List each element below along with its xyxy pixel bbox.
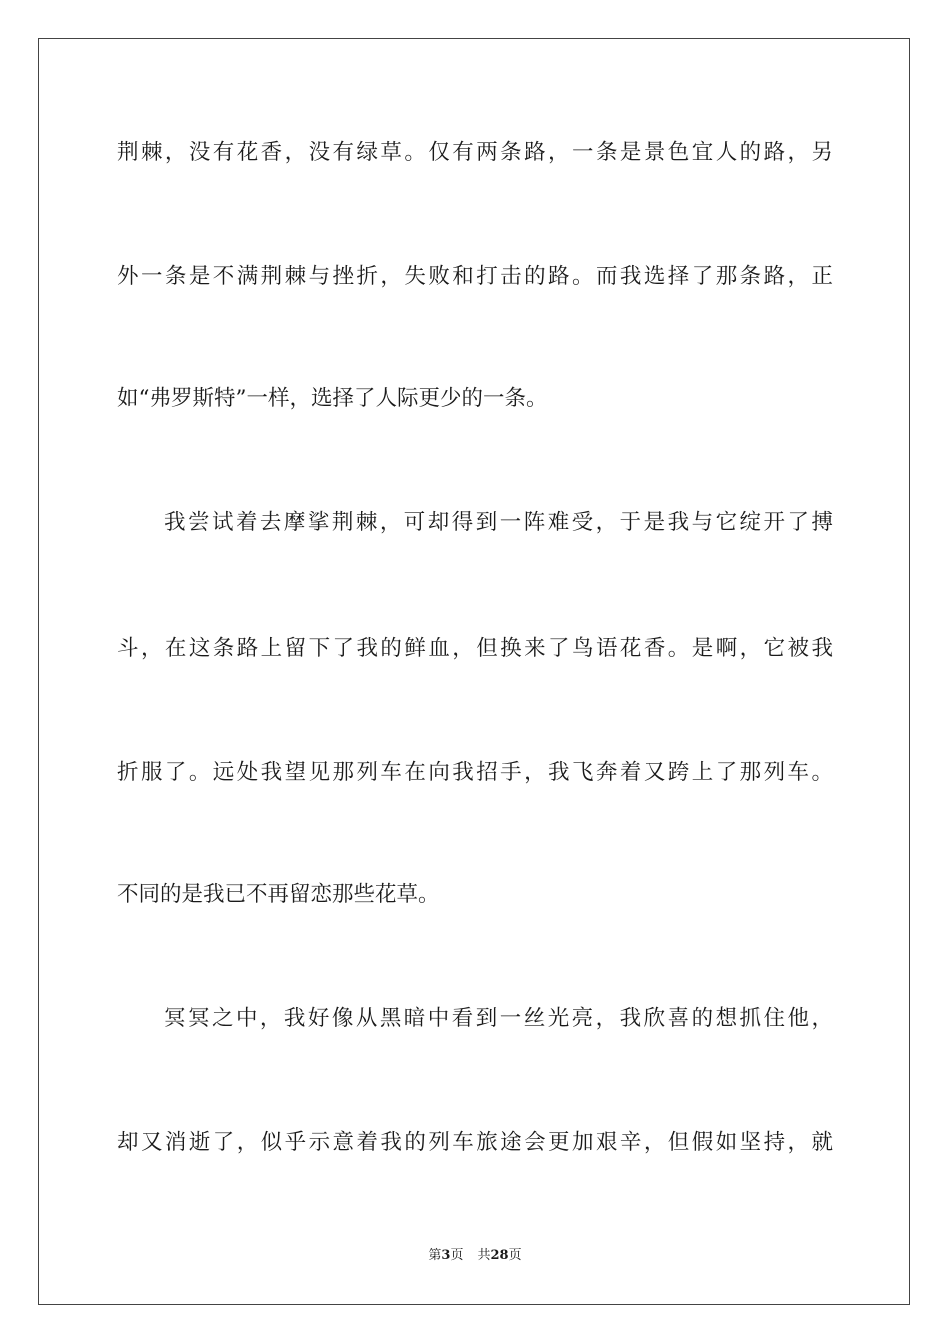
text-line: 斗，在这条路上留下了我的鲜血，但换来了鸟语花香。是啊，它被我 — [117, 636, 833, 661]
text-line: 却又消逝了，似乎示意着我的列车旅途会更加艰辛，但假如坚持，就 — [117, 1130, 833, 1155]
total-pages: 28 — [490, 1248, 509, 1263]
text-line: 不同的是我已不再留恋那些花草。 — [117, 882, 440, 907]
page-border — [38, 38, 910, 1305]
total-suffix: 页 — [508, 1248, 522, 1263]
text-line: 如“弗罗斯特”一样，选择了人际更少的一条。 — [117, 386, 548, 411]
total-prefix: 共 — [477, 1248, 491, 1263]
text-line: 荆棘，没有花香，没有绿草。仅有两条路，一条是景色宜人的路，另 — [117, 140, 833, 165]
page-number: 3 — [441, 1248, 451, 1263]
page-prefix: 第 — [428, 1248, 442, 1263]
paragraph-first-line: 我尝试着去摩挲荆棘，可却得到一阵难受，于是我与它绽开了搏 — [164, 510, 833, 535]
page-suffix: 页 — [450, 1248, 464, 1263]
text-line: 折服了。远处我望见那列车在向我招手，我飞奔着又跨上了那列车。 — [117, 760, 833, 785]
paragraph-first-line: 冥冥之中，我好像从黑暗中看到一丝光亮，我欣喜的想抓住他， — [164, 1006, 833, 1031]
page-footer — [0, 1247, 950, 1265]
text-line: 外一条是不满荆棘与挫折，失败和打击的路。而我选择了那条路，正 — [117, 264, 833, 289]
